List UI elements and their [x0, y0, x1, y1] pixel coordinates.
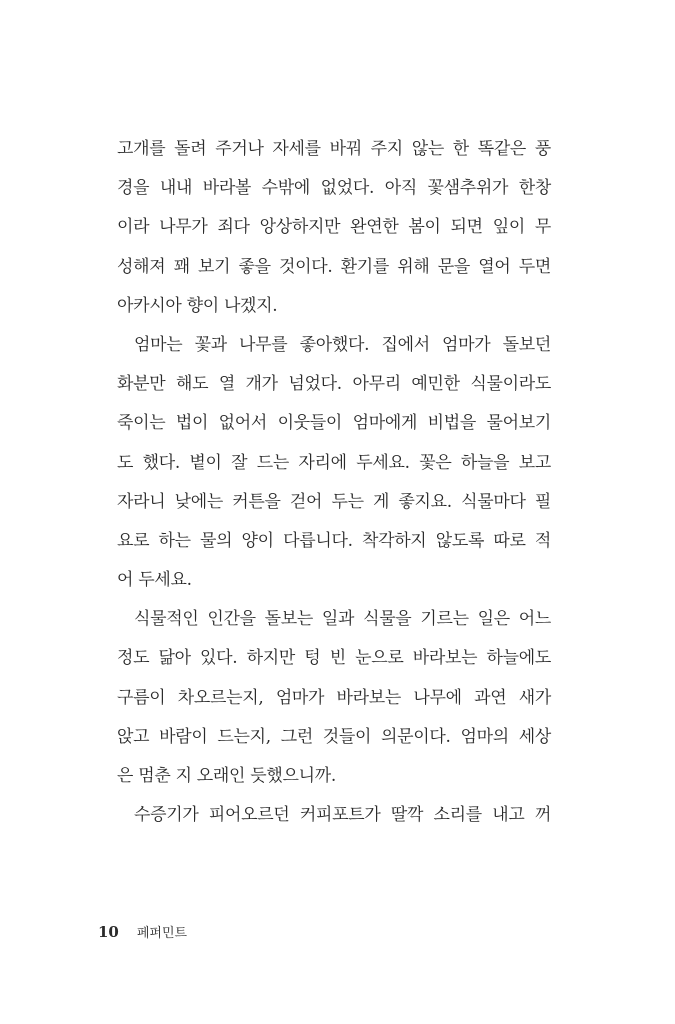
text-line: 엄마는 꽃과 나무를 좋아했다. 집에서 엄마가 돌보던 [134, 334, 551, 355]
text-line: 정도 닮아 있다. 하지만 텅 빈 눈으로 바라보는 하늘에도 [117, 648, 551, 669]
page-footer [98, 922, 187, 941]
text-line: 화분만 해도 열 개가 넘었다. 아무리 예민한 식물이라도 [117, 374, 551, 395]
text-line: 고개를 돌려 주거나 자세를 바꿔 주지 않는 한 똑같은 풍 [117, 139, 551, 159]
text-line: 자라니 낮에는 커튼을 걷어 두는 게 좋지요. 식물마다 필 [117, 491, 551, 512]
text-line: 구름이 차오르는지, 엄마가 바라보는 나무에 과연 새가 [117, 687, 551, 708]
text-line: 성해져 꽤 보기 좋을 것이다. 환기를 위해 문을 열어 두면 [117, 256, 551, 277]
text-line: 요로 하는 물의 양이 다릅니다. 착각하지 않도록 따로 적 [117, 530, 551, 551]
text-line: 죽이는 법이 없어서 이웃들이 엄마에게 비법을 물어보기 [117, 413, 551, 434]
page-number: 10 [98, 923, 119, 941]
text-line: 앉고 바람이 드는지, 그런 것들이 의문이다. 엄마의 세상 [117, 726, 551, 747]
running-title: 페퍼민트 [136, 926, 188, 941]
text-line: 식물적인 인간을 돌보는 일과 식물을 기르는 일은 어느 [134, 609, 551, 630]
text-line: 아카시아 향이 나겠지. [117, 295, 278, 316]
text-line: 도 했다. 볕이 잘 드는 자리에 두세요. 꽃은 하늘을 보고 [117, 452, 551, 473]
text-line: 경을 내내 바라볼 수밖에 없었다. 아직 꽃샘추위가 한창 [117, 178, 551, 199]
body-text [117, 130, 551, 835]
text-line: 어 두세요. [117, 570, 192, 591]
text-line: 은 멈춘 지 오래인 듯했으니까. [117, 766, 336, 786]
text-line: 이라 나무가 죄다 앙상하지만 완연한 봄이 되면 잎이 무 [117, 217, 551, 238]
text-line: 수증기가 피어오르던 커피포트가 딸깍 소리를 내고 꺼 [134, 805, 551, 826]
